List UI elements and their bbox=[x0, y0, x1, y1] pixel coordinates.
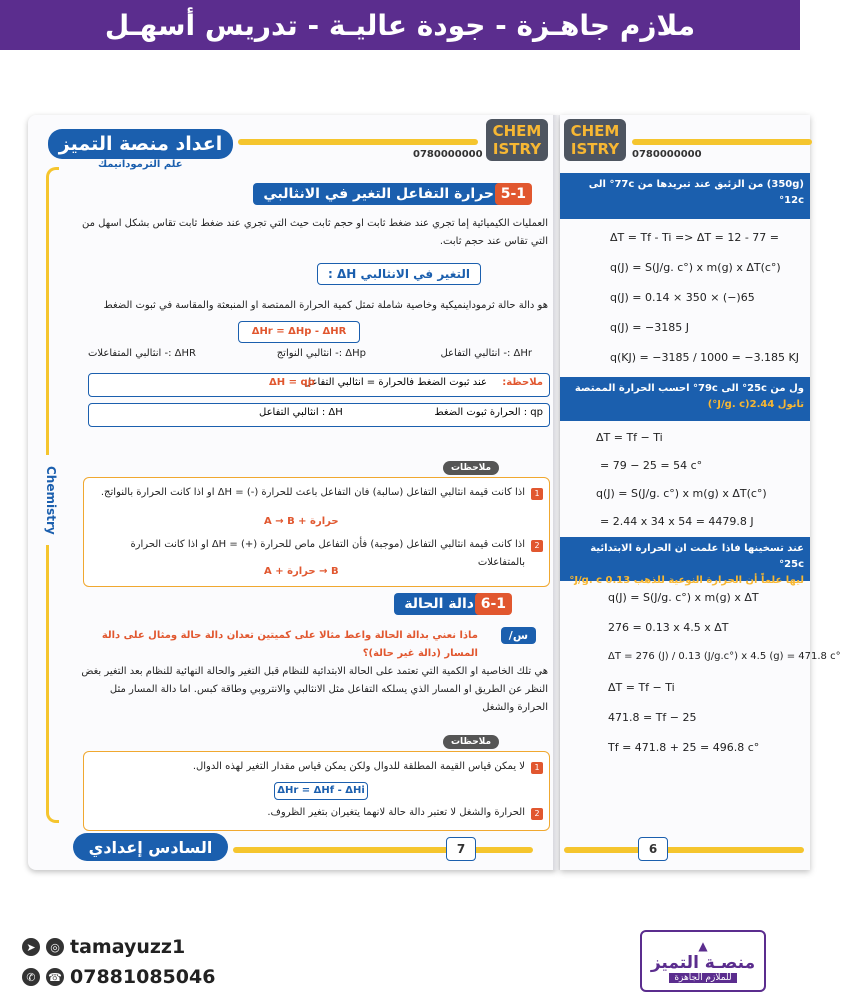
phone-number: 0780000000 bbox=[413, 149, 483, 160]
solution-line: ΔT = Tf - Ti => ΔT = 12 - 77 = bbox=[610, 231, 779, 244]
banner-line: ليها علماً أن الحرارة النوعية للذهب 0.13 J/g. c° bbox=[569, 575, 804, 586]
section-title: حرارة التفاعل التغير في الانثالبي bbox=[253, 183, 504, 205]
top-banner bbox=[0, 0, 800, 50]
chemistry-logo: CHEM ISTRY bbox=[486, 119, 548, 161]
question-text: ماذا نعني بدالة الحالة واعط مثالا على كميتين تعدان دالة حالة ومثال على دالة المسار (دالة غير حالة)؟ bbox=[101, 630, 478, 659]
solution-line: q(J) = S(J/g. c°) x m(g) x ΔT bbox=[608, 591, 759, 604]
intro-text: العمليات الكيميائية إما تجري عند ضغط ثابت او حجم ثابت حيث التي تجري عند ضغط ثابت تقاس بشكل اسهل من التي تقاس عند حجم ثابت. bbox=[81, 218, 548, 247]
solution-line: ΔT = Tf − Ti bbox=[596, 431, 663, 444]
answer-text: هي تلك الخاصية او الكمية التي تعتمد على الحالة الابتدائية للنظام قبل التغير والحالة النهائية للنظام بعد التغير بغض النظر عن الطريق او المسار الذي يسلكه التفاعل مثل الانثالبي والانتروبي وطاقة كبس. اما دالة المسار مثل الحرارة والشغل bbox=[81, 666, 548, 713]
section-number: 5-1 bbox=[495, 183, 532, 205]
solution-line: q(J) = −3185 J bbox=[610, 321, 689, 334]
note-item: اذا كانت قيمة انثالبي التفاعل (موجبة) فأن التفاعل ماص للحرارة (+) = ΔH او اذا كانت الحرارة بالمتفاعلات bbox=[130, 539, 525, 568]
notes-tag: ملاحظات bbox=[443, 461, 499, 475]
question-banner bbox=[560, 537, 810, 586]
legend-hp: ΔHp :- انثالبي النواتج bbox=[276, 348, 366, 359]
right-page bbox=[560, 115, 841, 870]
question-tag: س/ bbox=[501, 627, 536, 644]
left-page bbox=[28, 115, 556, 870]
banner-line: تانول 2.44(J/g. c°) bbox=[707, 399, 804, 410]
main-equation: ΔHr = ΔHp - ΔHR bbox=[238, 321, 360, 343]
note-equation: A + حرارة → B bbox=[264, 566, 339, 577]
solution-line: q(J) = S(J/g. c°) x m(g) x ΔT(c°) bbox=[596, 487, 767, 500]
page-number: 6 bbox=[638, 837, 668, 861]
subsection-title: التغير في الانثالبي ΔH : bbox=[317, 263, 481, 285]
notes-frame-1 bbox=[83, 477, 550, 587]
qp-text: qp : الحرارة ثبوت الضغط bbox=[434, 407, 543, 418]
note-bullet: 2 bbox=[531, 540, 543, 552]
solution-line: q(J) = S(J/g. c°) x m(g) x ΔT(c°) bbox=[610, 261, 781, 274]
phone-number: 0780000000 bbox=[632, 149, 702, 160]
header-line bbox=[238, 139, 478, 145]
footer-line bbox=[233, 847, 533, 853]
note-equation: ΔHr = ΔHf - ΔHi bbox=[274, 782, 368, 800]
solution-line: = 2.44 x 34 x 54 = 4479.8 J bbox=[600, 515, 754, 528]
graduation-cap-icon: ▲ bbox=[698, 939, 708, 953]
note-item: اذا كانت قيمة انثالبي التفاعل (سالبة) فان التفاعل باعث للحرارة (-) = ΔH او اذا كانت الحرارة بالنواتج. bbox=[100, 487, 525, 498]
footer-line bbox=[564, 847, 804, 853]
question-banner bbox=[560, 377, 810, 421]
chemistry-logo: CHEM ISTRY bbox=[564, 119, 626, 161]
social-handle-row bbox=[22, 936, 185, 958]
qp-box bbox=[88, 403, 550, 427]
header-subtitle: علم الثرمودانيمك bbox=[98, 159, 183, 170]
logo-title: منصـة التميز bbox=[650, 953, 756, 973]
note-bullet: 1 bbox=[531, 762, 543, 774]
whatsapp-icon: ✆ bbox=[22, 968, 40, 986]
solution-line: Tf = 471.8 + 25 = 496.8 c° bbox=[608, 741, 760, 754]
question-banner: (350g) من الزئبق عند تبريدها من 77c° الى 12c° bbox=[560, 173, 810, 219]
telegram-icon: ➤ bbox=[22, 938, 40, 956]
open-book bbox=[28, 115, 841, 880]
note-box bbox=[88, 373, 550, 397]
section-number: 6-1 bbox=[475, 593, 512, 615]
note-bullet: 2 bbox=[531, 808, 543, 820]
side-label: Chemistry bbox=[38, 455, 58, 545]
solution-line: ΔT = Tf − Ti bbox=[608, 681, 675, 694]
section-title: دالة الحالة bbox=[394, 593, 484, 615]
dh-text: ΔH : انثالبي التفاعل bbox=[259, 407, 343, 418]
note-item: الحرارة والشغل لا تعتبر دالة حالة لانهما يتغيران بتغير الظروف. bbox=[267, 807, 525, 818]
logo-subtitle: للملازم الجاهزة bbox=[669, 973, 736, 983]
viber-icon: ☎ bbox=[46, 968, 64, 986]
notes-frame-2 bbox=[83, 751, 550, 831]
definition-text: هو دالة حالة ثرموداينميكية وخاصية شاملة تمثل كمية الحرارة الممتصة او المنبعثة والمقاسة في ثبوت الضغط bbox=[103, 300, 548, 311]
solution-line: 471.8 = Tf − 25 bbox=[608, 711, 697, 724]
note-equation: A → B + حرارة bbox=[264, 516, 339, 527]
notes-tag: ملاحظات bbox=[443, 735, 499, 749]
solution-line: q(KJ) = −3185 / 1000 = −3.185 KJ bbox=[610, 351, 800, 364]
solution-line: 276 = 0.13 x 4.5 x ΔT bbox=[608, 621, 729, 634]
instagram-icon: ◎ bbox=[46, 938, 64, 956]
contact-phone: 07881085046 bbox=[70, 966, 216, 988]
platform-logo bbox=[640, 930, 766, 992]
legend-hR: ΔHR :- انثالبي المتفاعلات bbox=[88, 348, 196, 359]
solution-line: = 79 − 25 = 54 c° bbox=[600, 459, 703, 472]
note-item: لا يمكن قياس القيمة المطلقة للدوال ولكن يمكن قياس مقدار التغير لهذه الدوال. bbox=[192, 761, 525, 772]
bottom-contact-area bbox=[0, 930, 800, 1000]
solution-line: q(J) = 0.14 × 350 × (−)65 bbox=[610, 291, 755, 304]
phone-row bbox=[22, 966, 215, 988]
note-text: عند ثبوت الضغط فالحرارة = انثالبي التفاعل bbox=[303, 377, 487, 388]
footer-badge: السادس إعدادي bbox=[73, 833, 228, 861]
banner-line: عند تسخينها فاذا علمت ان الحرارة الابتدائية 25c° bbox=[590, 543, 804, 570]
banner-title: ملازم جاهـزة - جودة عاليـة - تدريس أسهـل bbox=[104, 8, 696, 42]
note-bullet: 1 bbox=[531, 488, 543, 500]
banner-line: ول من 25c° الى 79c° احسب الحرارة الممتصة bbox=[574, 383, 804, 394]
note-label: ملاحظة: bbox=[502, 377, 543, 388]
header-badge: اعداد منصة التميز bbox=[48, 129, 233, 159]
page-number: 7 bbox=[446, 837, 476, 861]
social-handle: tamayuzz1 bbox=[70, 936, 186, 958]
header-line bbox=[632, 139, 812, 145]
legend-hr: ΔHr :- انثالبي التفاعل bbox=[440, 348, 532, 359]
note-equation: ΔH = qp bbox=[269, 377, 315, 388]
solution-line: ΔT = 276 (J) / 0.13 (J/g.c°) x 4.5 (g) = 471.8 c° bbox=[608, 651, 841, 662]
